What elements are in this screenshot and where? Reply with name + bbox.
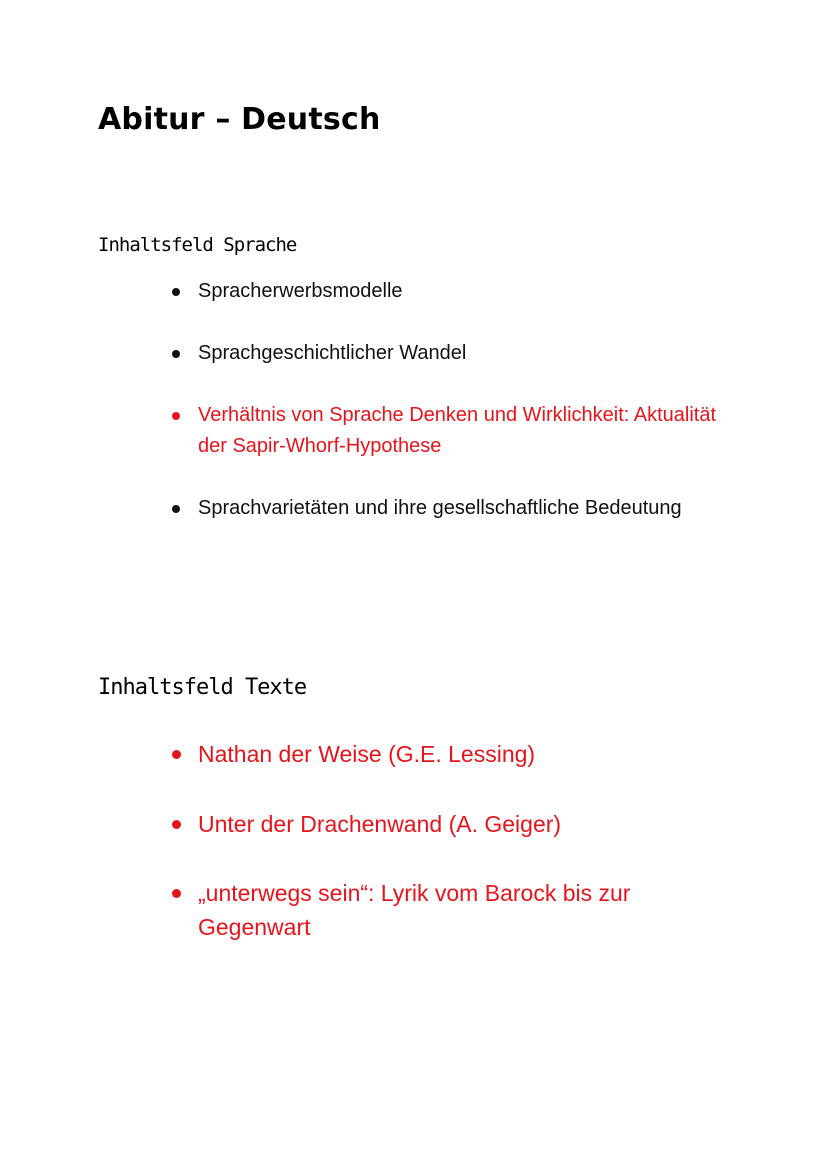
list-item-text: Sprachgeschichtlicher Wandel (198, 342, 467, 364)
bullet-icon (172, 338, 198, 369)
list-item (172, 338, 732, 369)
bullet-icon (172, 276, 198, 307)
list-item-text: Nathan der Weise (G.E. Lessing) (198, 741, 536, 767)
list-item-text: Verhältnis von Sprache Denken und Wirklichkeit: Aktualität der Sapir-Whorf-Hypothese (198, 404, 717, 457)
section-heading-sprache: Inhaltsfeld Sprache (98, 234, 297, 256)
list-item (172, 493, 732, 524)
section-heading-texte: Inhaltsfeld Texte (98, 675, 307, 700)
list-item-text: Unter der Drachenwand (A. Geiger) (198, 811, 562, 837)
bullet-icon (172, 737, 198, 771)
list-item (172, 737, 732, 771)
list-item (172, 276, 732, 307)
bullet-icon (172, 807, 198, 841)
bullet-icon (172, 493, 198, 524)
page-title: Abitur – Deutsch (98, 102, 381, 137)
list-item-text: Spracherwerbsmodelle (198, 280, 403, 302)
list-item (172, 400, 732, 462)
list-item-text: Sprachvarietäten und ihre gesellschaftliche Bedeutung (198, 497, 682, 519)
bullet-icon (172, 876, 198, 910)
list-item-text: „unterwegs sein“: Lyrik vom Barock bis zur Gegenwart (198, 880, 631, 940)
list-item (172, 807, 732, 841)
bullet-icon (172, 400, 198, 431)
list-item (172, 876, 732, 944)
